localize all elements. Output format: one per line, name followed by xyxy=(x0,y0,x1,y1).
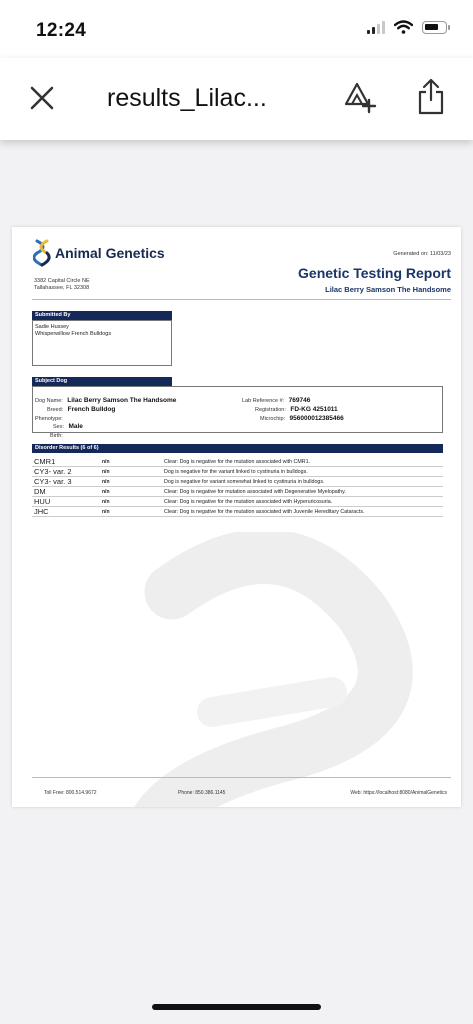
document-title: results_Lilac... xyxy=(107,84,267,112)
lab-ref-label: Lab Reference #: xyxy=(242,398,285,404)
table-row xyxy=(32,467,443,477)
subject-dog-header: Subject Dog xyxy=(32,377,172,386)
address-line-2: Tallahassee, FL 32308 xyxy=(34,285,90,291)
report-title: Genetic Testing Report xyxy=(298,265,451,281)
report-subtitle: Lilac Berry Samson The Handsome xyxy=(325,285,451,294)
disorder-description: Clear: Dog is negative for the mutation associated with Juvenile Hereditary Cataracts. xyxy=(162,507,443,517)
sex: Male xyxy=(68,423,83,430)
footer-web: Web: https://localhost:8080/AnimalGenetics xyxy=(350,790,447,796)
disorder-code: JHC xyxy=(32,507,100,517)
dog-name: Lilac Berry Samson The Handsome xyxy=(67,397,177,404)
footer-divider xyxy=(32,777,451,778)
generated-date: Generated on: 11/03/23 xyxy=(393,251,451,257)
microchip-label: Microchip: xyxy=(260,416,286,422)
footer-phone: Phone: 850.386.1145 xyxy=(178,790,226,796)
share-icon[interactable] xyxy=(417,78,445,116)
table-row xyxy=(32,457,443,467)
submitted-by-header: Submitted By xyxy=(32,311,172,320)
registration-label: Registration: xyxy=(255,407,286,413)
disorder-result: n/n xyxy=(100,507,162,517)
company-name: Animal Genetics xyxy=(55,245,165,261)
disorder-code: CY3- var. 3 xyxy=(32,477,100,487)
company-address xyxy=(34,278,154,292)
disorder-result: n/n xyxy=(100,487,162,497)
disorder-results-header: Disorder Results (6 of 6) xyxy=(32,444,443,453)
submitter-name: Sadie Hussey xyxy=(35,324,69,330)
registration: FD-KG 4251011 xyxy=(290,406,338,413)
status-bar xyxy=(0,0,473,58)
footer-toll-free: Toll Free: 800.514.9672 xyxy=(44,790,97,796)
dog-name-label: Dog Name: xyxy=(35,398,63,404)
disorder-code: CY3- var. 2 xyxy=(32,467,100,477)
disorder-results-table xyxy=(32,457,443,517)
phenotype-label: Phenotype: xyxy=(35,416,63,422)
address-line-1: 3382 Capital Circle NE xyxy=(34,278,90,284)
disorder-result: n/n xyxy=(100,457,162,467)
breed: French Bulldog xyxy=(67,406,116,413)
table-row xyxy=(32,497,443,507)
disorder-description: Dog is negative for the variant linked to cystinuria in bulldogs. xyxy=(162,467,443,477)
disorder-code: DM xyxy=(32,487,100,497)
wifi-icon xyxy=(394,20,413,34)
lab-ref: 769746 xyxy=(288,397,311,404)
markup-icon[interactable] xyxy=(343,80,377,114)
home-indicator[interactable] xyxy=(152,1004,321,1010)
table-row xyxy=(32,487,443,497)
status-icons xyxy=(367,20,447,34)
sex-label: Sex: xyxy=(53,424,65,430)
status-time: 12:24 xyxy=(36,20,87,41)
disorder-description: Clear: Dog is negative for the mutation associated with Hyperuricosuria. xyxy=(162,497,443,507)
disorder-description: Clear: Dog is negative for the mutation associated with CMR1. xyxy=(162,457,443,467)
table-row xyxy=(32,477,443,487)
subject-dog-box xyxy=(32,386,443,439)
disorder-description: Dog is negative for variant somewhat linked to cystinuria in bulldogs. xyxy=(162,477,443,487)
disorder-code: CMR1 xyxy=(32,457,100,467)
disorder-result: n/n xyxy=(100,477,162,487)
document-page[interactable] xyxy=(12,227,461,807)
signal-icon xyxy=(367,21,385,34)
header-divider xyxy=(32,299,451,300)
birth-label: Birth: xyxy=(50,433,63,439)
microchip: 956000012385466 xyxy=(289,415,344,422)
disorder-code: HUU xyxy=(32,497,100,507)
disorder-result: n/n xyxy=(100,467,162,477)
breed-label: Breed: xyxy=(47,407,64,413)
submitter-kennel: Whisperwillow French Bulldogs xyxy=(35,331,112,337)
disorder-result: n/n xyxy=(100,497,162,507)
document-nav-bar xyxy=(0,58,473,140)
battery-icon xyxy=(422,21,447,34)
table-row xyxy=(32,507,443,517)
submitted-by-box xyxy=(32,320,172,366)
dna-logo-icon xyxy=(33,239,51,267)
close-icon[interactable] xyxy=(28,84,56,112)
dna-watermark-icon xyxy=(132,532,432,807)
disorder-description: Clear: Dog is negative for mutation associated with Degenerative Myelopathy. xyxy=(162,487,443,497)
